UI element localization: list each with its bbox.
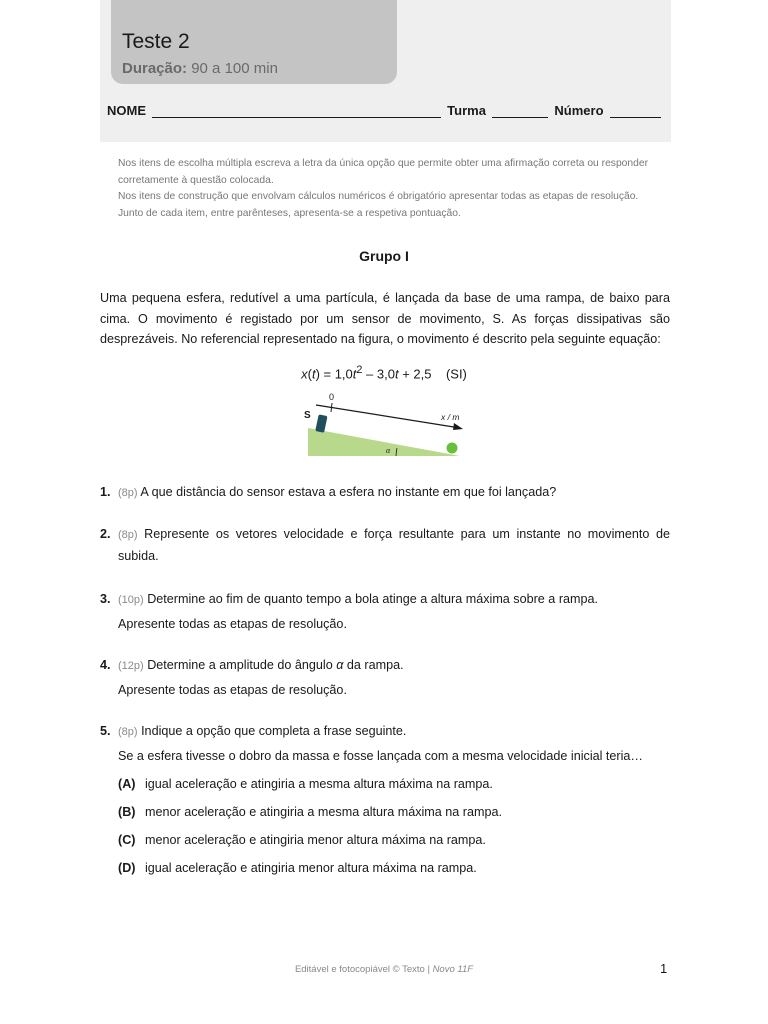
- question-number: 3.: [100, 592, 111, 606]
- option-text: igual aceleração e atingiria menor altura máxima na rampa.: [145, 861, 477, 875]
- eq-mid: – 3,0: [362, 366, 395, 382]
- option-c[interactable]: [118, 830, 670, 851]
- question-text: A que distância do sensor estava a esfera no instante em que foi lançada?: [140, 485, 557, 499]
- number-field[interactable]: [610, 103, 662, 118]
- question-item: [100, 482, 670, 504]
- question-points: (10p): [118, 594, 144, 606]
- option-letter: (A): [118, 777, 136, 791]
- question-item: [100, 589, 670, 635]
- eq-x: x: [301, 366, 308, 382]
- sensor-label: S: [304, 410, 311, 421]
- question-extra: Apresente todas as etapas de resolução.: [118, 683, 347, 697]
- duration-label: Duração:: [122, 60, 188, 77]
- class-field[interactable]: [492, 103, 548, 118]
- question-item: [100, 524, 670, 567]
- x-axis-line: [316, 405, 460, 428]
- option-b[interactable]: [118, 802, 670, 823]
- option-a[interactable]: [118, 774, 670, 795]
- intro-text: Uma pequena esfera, redutível a uma partícula, é lançada da base de uma rampa, de baixo para cima. O movimento é registado por um sensor de movimento, S. As forças dissipativas são desprezáveis. No referencial representado na figura, o movimento é descrito pela seguinte equação:: [100, 291, 670, 346]
- question-points: (12p): [118, 660, 144, 672]
- eq-paren: (: [307, 366, 312, 382]
- test-title: Teste 2: [122, 30, 190, 53]
- eq-t2: t: [394, 366, 399, 382]
- question-number: 5.: [100, 724, 111, 738]
- zero-label: 0: [329, 392, 335, 402]
- name-label: NOME: [107, 103, 146, 118]
- question-number: 1.: [100, 485, 111, 499]
- eq-t: t: [311, 366, 316, 382]
- option-text: menor aceleração e atingiria a mesma altura máxima na rampa.: [145, 805, 502, 819]
- eq-lhs-rest: ) = 1,0: [315, 366, 353, 382]
- number-label: Número: [554, 103, 604, 118]
- instruction-line: Junto de cada item, entre parênteses, apresenta-se a respetiva pontuação.: [118, 207, 461, 219]
- name-field[interactable]: [152, 103, 441, 118]
- question-item: [100, 721, 670, 879]
- question-text: Indique a opção que completa a frase seguinte.: [141, 724, 407, 738]
- instruction-line: Nos itens de construção que envolvam cálculos numéricos é obrigatório apresentar todas as etapas de resolução.: [118, 191, 639, 202]
- instruction-line: Nos itens de escolha múltipla escreva a letra da única opção que permite obter uma afirmação correta ou responder corretamente à questão colocada.: [118, 158, 649, 186]
- question-extra: Se a esfera tivesse o dobro da massa e fosse lançada com a mesma velocidade inicial teria…: [118, 749, 644, 763]
- question-text-after: da rampa.: [346, 658, 404, 672]
- option-text: menor aceleração e atingiria menor altura máxima na rampa.: [145, 833, 486, 847]
- instructions: [118, 156, 668, 222]
- footer: [0, 964, 768, 975]
- question-text: Determine ao fim de quanto tempo a bola atinge a altura máxima sobre a rampa.: [147, 592, 599, 606]
- option-text: igual aceleração e atingiria a mesma altura máxima na rampa.: [145, 777, 493, 791]
- option-letter: (D): [118, 861, 136, 875]
- ramp-figure: [300, 388, 470, 460]
- intro-paragraph: [100, 288, 670, 350]
- question-points: (8p): [118, 726, 138, 738]
- x-axis-arrowhead: [453, 423, 463, 430]
- zero-tick: [331, 403, 332, 412]
- axis-label: x / m: [441, 412, 460, 422]
- student-info-line: [107, 103, 667, 118]
- question-number: 4.: [100, 658, 111, 672]
- option-d[interactable]: [118, 858, 670, 879]
- motion-equation: [0, 364, 768, 381]
- eq-tail: + 2,5: [398, 366, 432, 382]
- question-points: (8p): [118, 487, 138, 499]
- eq-unit: (SI): [445, 366, 467, 382]
- question-text: Determine a amplitude do ângulo: [147, 658, 333, 672]
- sphere-ball: [447, 443, 458, 454]
- test-duration: [122, 60, 278, 77]
- angle-label: α: [386, 446, 391, 455]
- question-text: Represente os vetores velocidade e força resultante para um instante no movimento de subida.: [118, 527, 671, 563]
- eq-t1: t: [352, 366, 357, 382]
- question-number: 2.: [100, 527, 111, 541]
- motion-sensor-icon: [315, 414, 327, 432]
- footer-product: Novo 11F: [432, 964, 474, 975]
- ramp-shape: [308, 428, 460, 456]
- page-number: 1: [660, 961, 668, 976]
- alpha-symbol: α: [336, 658, 344, 672]
- question-item: [100, 655, 670, 701]
- eq-exponent: 2: [356, 364, 363, 376]
- option-letter: (C): [118, 833, 136, 847]
- duration-value: 90 a 100 min: [191, 60, 278, 77]
- question-points: (8p): [118, 529, 138, 541]
- group-title: Grupo I: [359, 248, 409, 264]
- footer-text: Editável e fotocopiável © Texto |: [294, 964, 430, 975]
- class-label: Turma: [447, 103, 486, 118]
- option-letter: (B): [118, 805, 136, 819]
- question-extra: Apresente todas as etapas de resolução.: [118, 617, 347, 631]
